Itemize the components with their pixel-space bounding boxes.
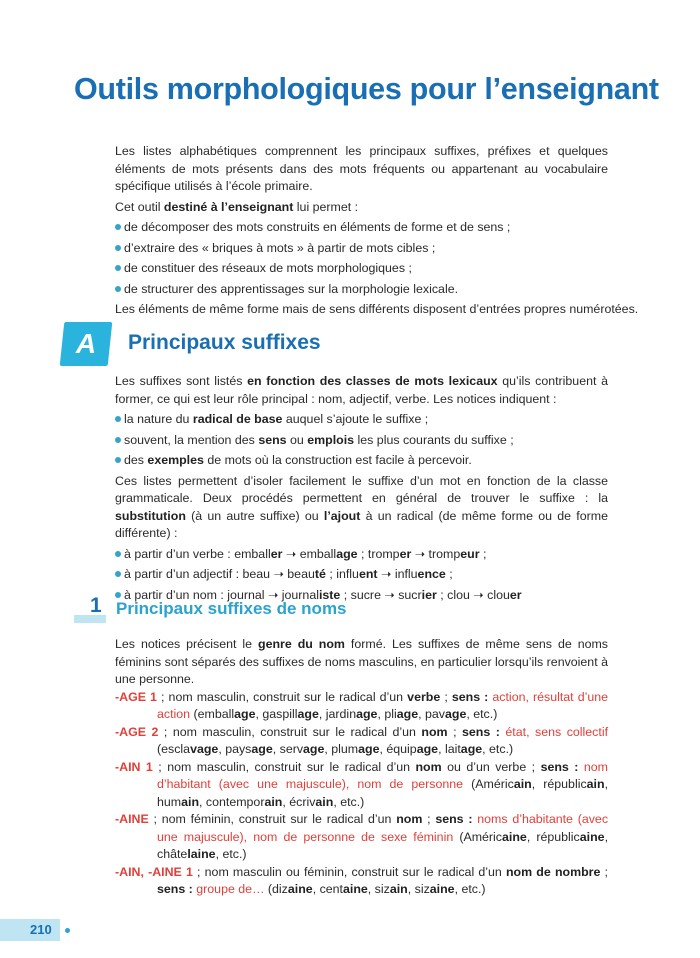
keyword: exemples: [147, 453, 204, 467]
text-run: ou: [286, 432, 308, 447]
text-run: , équip: [379, 742, 417, 756]
suffix: age: [460, 742, 483, 756]
text-run: , pays: [218, 742, 252, 756]
text-run: , etc.): [466, 707, 498, 721]
suffix: vage: [190, 742, 219, 756]
section-a-title: Principaux suffixes: [128, 331, 321, 354]
keyword: nom de nombre: [505, 864, 601, 879]
keyword: en fonction des classes de mots lexicaux: [247, 374, 498, 388]
intro-bullet: [115, 281, 608, 299]
keyword: sens :: [157, 882, 193, 896]
text-run: formé. Les suffixes de même sens de noms féminins sont séparés des suffixes de noms masculins, en particulier lorsqu’ils renvoient à une personne.: [115, 637, 608, 686]
text-run: ; sucre ➝ sucr: [340, 587, 422, 602]
suffix: er: [509, 587, 522, 602]
keyword: destiné à l’enseignant: [163, 199, 294, 214]
section-a-bullet: [115, 411, 608, 429]
bullet-icon: [115, 457, 121, 463]
suffix: aine: [343, 882, 368, 896]
intro-paragraph-2: [115, 199, 608, 217]
example-bullet: [115, 566, 608, 584]
text-run: , jardin: [318, 707, 357, 721]
bullet-icon: [115, 224, 121, 230]
suffix: er: [399, 546, 412, 561]
suffix: laine: [187, 847, 216, 861]
suffix: eur: [460, 546, 480, 561]
text-run: Les notices précisent le: [115, 637, 258, 651]
text-run: ➝ tromp: [411, 546, 461, 561]
text-run: souvent, la mention des: [124, 432, 259, 447]
bullet-text: de constituer des réseaux de mots morphologiques ;: [124, 261, 412, 275]
text-run: ;: [440, 689, 452, 704]
entry-head: -AGE 2: [115, 724, 159, 739]
keyword: nom: [415, 759, 442, 774]
text-run: Les suffixes sont listés: [115, 374, 248, 388]
suffix: age: [358, 742, 380, 756]
text-run: lui permet :: [293, 199, 359, 214]
intro-bullet: [115, 219, 608, 237]
text-run: , contempor: [199, 794, 265, 809]
text-run: à un radical (de même forme ou de forme différente) :: [115, 508, 608, 540]
text-run: de mots où la construction est facile à percevoir.: [203, 453, 472, 467]
text-run: (Améric: [453, 829, 503, 844]
bullet-icon: [115, 286, 121, 292]
text-run: (diz: [264, 882, 288, 896]
keyword: sens: [258, 432, 287, 447]
page-number-tab: [0, 919, 60, 941]
suffix: ain: [315, 794, 334, 809]
text-run: , etc.): [333, 794, 365, 809]
entry-sense: état, sens collectif: [505, 724, 609, 739]
suffix: age: [251, 742, 273, 756]
keyword: l’ajout: [323, 508, 361, 523]
suffix: age: [234, 707, 256, 721]
text-run: ou d’un verbe ;: [441, 759, 541, 774]
bullet-text: d’extraire des « briques à mots » à partir de mots cibles ;: [124, 240, 436, 255]
section-a-bullet: [115, 452, 608, 470]
text-run: Cet outil: [115, 199, 164, 214]
text-run: la nature du: [124, 412, 193, 426]
keyword: verbe: [407, 689, 441, 704]
suffix: ain: [264, 794, 283, 809]
section-1-body: [115, 636, 608, 899]
entry-head: -AGE 1: [115, 689, 157, 704]
suffix: age: [303, 742, 325, 756]
bullet-icon: [115, 437, 121, 443]
entry-head: -AIN 1: [115, 759, 153, 774]
suffix: ent: [358, 567, 378, 581]
suffix: aine: [287, 882, 313, 896]
suffix: ain: [181, 794, 200, 809]
text-run: , châte: [157, 829, 609, 861]
suffix: aine: [429, 882, 455, 896]
section-a-body: [115, 373, 608, 604]
bullet-icon: [115, 571, 121, 577]
suffix: ence: [417, 567, 446, 581]
suffix-entry: [115, 759, 608, 812]
entry-head: -AINE: [115, 812, 149, 826]
text-run: ; tromp: [357, 546, 400, 561]
text-run: (à un autre suffixe) ou: [185, 508, 324, 523]
intro-bullet: [115, 260, 608, 278]
suffix: age: [416, 742, 439, 756]
bullet-icon: [115, 551, 121, 557]
text-run: ➝ emball: [282, 546, 337, 561]
entry-head: -AIN, -AINE 1: [115, 864, 193, 879]
text-run: , républic: [531, 777, 587, 791]
suffix: age: [356, 707, 378, 721]
text-run: ;: [445, 567, 453, 581]
keyword: genre du nom: [258, 637, 345, 651]
suffix: age: [297, 707, 319, 721]
suffix-entry: [115, 724, 608, 759]
text-run: à partir d’un nom : journal ➝ journal: [124, 587, 319, 602]
text-run: ; nom masculin, construit sur le radical d’un: [158, 724, 422, 739]
text-run: ;: [447, 724, 463, 739]
text-run: , écriv: [282, 794, 316, 809]
suffix-entry: [115, 864, 608, 899]
text-run: , siz: [407, 882, 430, 896]
intro-paragraph-3: Les éléments de même forme mais de sens différents disposent d’entrées propres numérotées.: [115, 302, 639, 316]
keyword: nom: [396, 812, 423, 826]
bullet-icon: [115, 245, 121, 251]
text-run: à partir d’un adjectif : beau ➝ beau: [124, 567, 315, 581]
section-letter: A: [75, 328, 97, 359]
entry-sense: action, résultat d’une action: [157, 689, 609, 721]
section-1-title: Principaux suffixes de noms: [116, 599, 347, 618]
entry-sense: groupe de…: [196, 882, 265, 896]
text-run: (emball: [190, 707, 235, 721]
text-run: qu’ils contribuent à former, ce qui est leur rôle principal : nom, adjectif, verbe. Les notices indiquent :: [115, 374, 608, 406]
keyword: sens :: [462, 724, 500, 739]
text-run: , serv: [272, 742, 304, 756]
entry-sense: nom d’habitant (avec une majuscule), nom de personne: [157, 759, 608, 791]
suffix: age: [444, 707, 467, 721]
bullet-icon: [115, 592, 121, 598]
section-a-paragraph-2: [115, 473, 608, 543]
text-run: , pli: [377, 707, 397, 721]
text-run: ; nom masculin, construit sur le radical d’un: [156, 689, 408, 704]
text-run: , gaspill: [255, 707, 298, 721]
text-run: Ces listes permettent d’isoler facilement le suffixe d’un mot en fonction de la classe grammaticale. Deux procédés permettent en général de trouver le suffixe : la: [115, 473, 608, 505]
keyword: nom: [421, 724, 448, 739]
keyword: radical de base: [192, 412, 283, 426]
intro-block: [115, 143, 639, 319]
keyword: sens :: [435, 812, 473, 826]
suffix: aine: [579, 829, 605, 844]
page-number: 210: [30, 922, 52, 937]
text-run: les plus courants du suffixe ;: [354, 432, 514, 447]
suffix: aine: [502, 829, 527, 844]
text-run: ➝ influ: [377, 567, 418, 581]
text-run: , siz: [367, 882, 390, 896]
text-run: ; nom masculin ou féminin, construit sur le radical d’un: [192, 864, 506, 879]
folio-dot-icon: [65, 928, 70, 933]
text-run: , cent: [312, 882, 343, 896]
suffix-entry: [115, 689, 608, 724]
section-1-paragraph: [115, 636, 608, 689]
suffix: ain: [513, 777, 532, 791]
text-run: ; clou ➝ clou: [436, 587, 510, 602]
bullet-text: de structurer des apprentissages sur la morphologie lexicale.: [124, 281, 459, 296]
page-title: Outils morphologiques pour l’enseignant: [74, 72, 659, 106]
text-run: auquel s’ajoute le suffixe ;: [282, 412, 429, 426]
suffix: er: [270, 546, 283, 561]
section-a-badge: [62, 322, 110, 366]
section-1-number: 1: [90, 594, 102, 617]
text-run: , etc.): [215, 847, 247, 861]
text-run: , lait: [438, 742, 461, 756]
text-run: ;: [600, 864, 609, 879]
suffix-entry: [115, 811, 608, 864]
text-run: des: [124, 453, 148, 467]
keyword: substitution: [115, 508, 186, 523]
suffix: ain: [389, 882, 408, 896]
intro-paragraph-1: Les listes alphabétiques comprennent les principaux suffixes, préfixes et quelques éléments de mots présents dans des mots fréquents ou appartenant au vocabulaire spécifique utilisés à l’école primaire.: [115, 144, 608, 193]
text-run: à partir d’un verbe : emball: [124, 546, 271, 561]
text-run: , etc.): [454, 882, 486, 896]
suffix: ain: [586, 777, 605, 791]
text-run: ;: [422, 812, 436, 826]
text-run: , républic: [526, 829, 580, 844]
keyword: sens :: [540, 759, 579, 774]
keyword: emplois: [307, 432, 355, 447]
section-a-paragraph-1: [115, 373, 608, 408]
bullet-icon: [115, 265, 121, 271]
text-run: , pav: [418, 707, 445, 721]
bullet-text: de décomposer des mots construits en éléments de forme et de sens ;: [124, 220, 511, 234]
section-a-bullet: [115, 432, 608, 450]
suffix: iste: [318, 587, 341, 602]
keyword: sens :: [451, 689, 489, 704]
suffix: age: [396, 707, 419, 721]
bullet-icon: [115, 416, 121, 422]
suffix: age: [336, 546, 358, 561]
suffix: té: [314, 567, 326, 581]
suffix: ier: [421, 587, 437, 602]
intro-bullet: [115, 240, 608, 258]
text-run: ;: [479, 546, 487, 561]
example-bullet: [115, 546, 608, 564]
text-run: (escla: [157, 742, 191, 756]
entry-sense: noms d’habitante (avec une majuscule), nom de personne de sexe féminin: [157, 812, 609, 844]
text-run: , plum: [324, 742, 359, 756]
text-run: ; influ: [325, 567, 359, 581]
text-run: (Améric: [463, 777, 514, 791]
text-run: , etc.): [482, 742, 514, 756]
text-run: ; nom féminin, construit sur le radical d’un: [148, 812, 397, 826]
text-run: , hum: [157, 777, 609, 809]
text-run: ; nom masculin, construit sur le radical d’un: [152, 759, 416, 774]
